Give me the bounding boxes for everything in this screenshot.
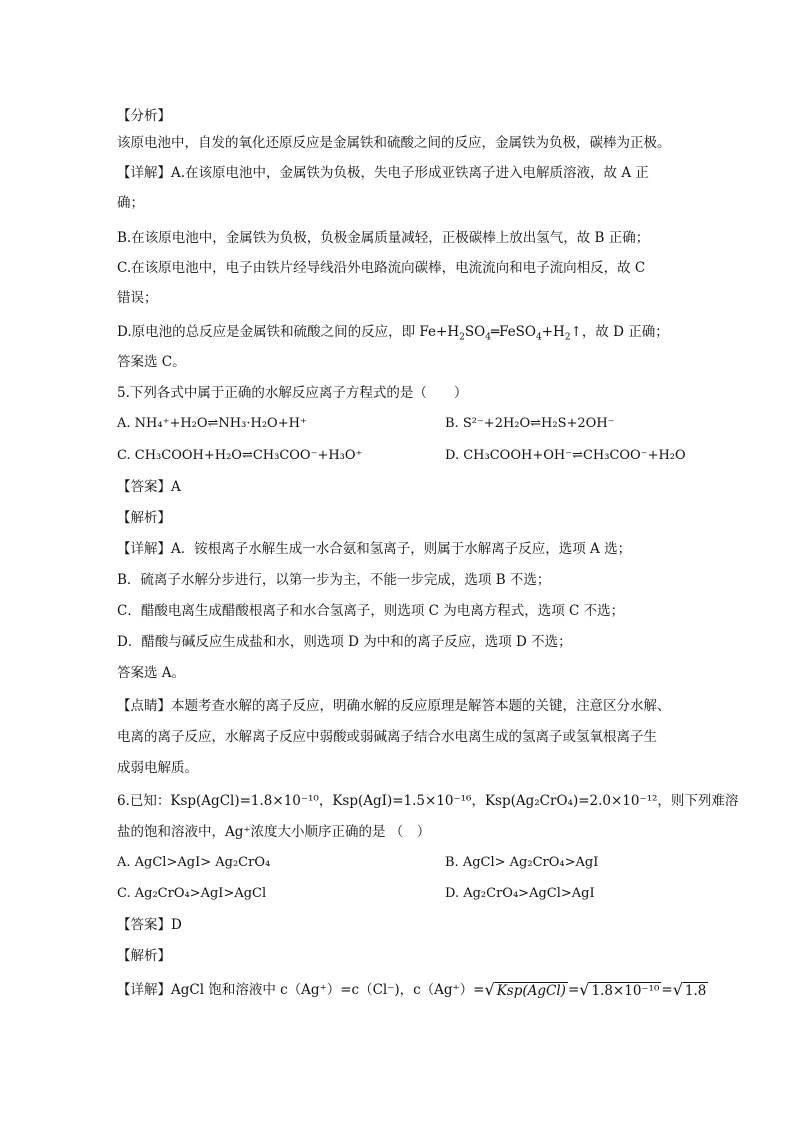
q5-comment-line2	[117, 727, 677, 747]
q5-parse-heading	[117, 508, 677, 528]
sqrt-ksp-agcl: √ Ksp(AgCl)	[484, 980, 566, 999]
comment-tag: 【点睛】	[117, 698, 171, 714]
q6-stem-line1	[117, 791, 739, 811]
q5-stem	[117, 383, 677, 403]
q5-option-a	[117, 414, 307, 434]
sqrt-final-content: 1.8	[684, 983, 707, 999]
q6-option-a	[117, 853, 270, 873]
q5-detail-a-text: A．铵根离子水解生成一水合氨和氢离子，则属于水解离子反应，选项 A 选；	[171, 541, 632, 557]
q5-option-b	[445, 414, 615, 434]
q4-detail-b-text: B.在该原电池中，金属铁为负极，负极金属质量减轻，正极碳棒上放出氢气，故 B 正确；	[117, 230, 650, 246]
q5-answer-line	[117, 663, 677, 683]
q4-detail-b-line	[117, 228, 677, 248]
answer-tag: 【答案】	[117, 479, 171, 495]
q4-answer-line	[117, 352, 677, 372]
sqrt-numeric-content: 1.8×10⁻¹⁰	[591, 983, 660, 999]
q5-detail-d-text: D．醋酸与碱反应生成盐和水，则选项 D 为中和的离子反应，选项 D 不选；	[117, 634, 572, 650]
q6-option-b	[445, 853, 598, 873]
q6-option-b-text: B. AgCl> Ag₂CrO₄>AgI	[445, 855, 599, 870]
q4-detail-c-line1	[117, 258, 677, 278]
q5-option-b-text: B. S²⁻+2H₂O⇌H₂S+2OH⁻	[445, 416, 615, 431]
q6-option-d	[445, 884, 595, 904]
q5-answer-line-text: 答案选 A。	[117, 665, 186, 681]
q5-detail-c-text: C．醋酸电离生成醋酸根离子和水合氢离子，则选项 C 为电离方程式，选项 C 不选；	[117, 603, 625, 619]
q6-answer	[117, 915, 677, 935]
q4-detail-d-post: ，故 D 正确；	[581, 324, 669, 340]
q4-detail-a-line2	[117, 193, 677, 213]
q6-parse-heading	[117, 946, 677, 966]
q5-comment-line1	[117, 696, 677, 716]
q5-detail-b-line	[117, 570, 677, 590]
q6-option-d-text: D. Ag₂CrO₄>AgCl>AgI	[445, 886, 595, 901]
q4-detail-a-text2: 确；	[117, 195, 144, 211]
q6-detail-line: 【详解】AgCl 饱和溶液中 c（Ag⁺）=c（Cl⁻)，c（Ag⁺）=√ Ksp(AgCl) =√ 1.8×10⁻¹⁰ =√ 1.8	[117, 980, 707, 999]
analysis-text-content: 该原电池中，自发的氧化还原反应是金属铁和硫酸之间的反应，金属铁为负极，碳棒为正极。	[117, 135, 671, 151]
q5-option-d	[445, 446, 686, 466]
q6-option-a-text: A. AgCl>AgI> Ag₂CrO₄	[117, 855, 271, 870]
q6-answer-tag: 【答案】	[117, 917, 171, 933]
analysis-tag: 【分析】	[117, 108, 171, 124]
q5-comment-line3	[117, 758, 677, 778]
q4-detail-d-pre: D.原电池的总反应是金属铁和硫酸之间的反应，即 Fe+H	[117, 324, 460, 340]
parse-tag: 【解析】	[117, 510, 171, 526]
q4-detail-d-line: D.原电池的总反应是金属铁和硫酸之间的反应，即 $Fe+H_2SO_4═FeSO_4+H_2↑$，故 D 正确；	[117, 324, 669, 343]
q6-answer-value: D	[171, 917, 182, 933]
q6-detail-tag: 【详解】	[117, 982, 171, 998]
q5-answer	[117, 477, 677, 497]
q4-detail-c-text2: 错误；	[117, 290, 158, 306]
q5-comment-text1: 本题考查水解的离子反应，明确水解的反应原理是解答本题的关键，注意区分水解、	[171, 698, 671, 714]
q6-detail-pre: AgCl 饱和溶液中 c（Ag⁺）=c（Cl⁻)，c（Ag⁺）=	[171, 982, 485, 998]
q4-detail-a-line1	[117, 163, 677, 183]
analysis-text	[117, 133, 677, 153]
q5-detail-d-line	[117, 632, 677, 652]
q5-stem-text: 5.下列各式中属于正确的水解反应离子方程式的是（ ）	[117, 385, 468, 401]
q5-comment-text2: 电离的离子反应，水解离子反应中弱酸或弱碱离子结合水电离生成的氢离子或氢氧根离子生	[117, 729, 657, 745]
detail-tag: 【详解】	[117, 165, 171, 181]
q5-option-c-text: C. CH₃COOH+H₂O⇌CH₃COO⁻+H₃O⁺	[117, 448, 363, 463]
q4-detail-a-text1: A.在该原电池中，金属铁为负极，失电子形成亚铁离子进入电解质溶液，故 A 正	[171, 165, 649, 181]
q6-stem-line2	[117, 822, 677, 842]
q5-comment-text3: 成弱电解质。	[117, 760, 198, 776]
sqrt-numeric: √ 1.8×10⁻¹⁰	[579, 980, 660, 999]
q5-option-a-text: A. NH₄⁺+H₂O⇌NH₃·H₂O+H⁺	[117, 416, 307, 431]
q5-option-d-text: D. CH₃COOH+OH⁻⇌CH₃COO⁻+H₂O	[445, 448, 686, 463]
q4-answer-text: 答案选 C。	[117, 354, 186, 370]
q6-option-c-text: C. Ag₂CrO₄>AgI>AgCl	[117, 886, 267, 901]
sqrt-ksp-agcl-content: Ksp(AgCl)	[496, 983, 566, 999]
q6-stem-text2: 盐的饱和溶液中，Ag⁺浓度大小顺序正确的是 （ ）	[117, 824, 431, 840]
q6-parse-tag: 【解析】	[117, 948, 171, 964]
q6-option-c	[117, 884, 266, 904]
q5-detail-b-text: B．硫离子水解分步进行，以第一步为主，不能一步完成，选项 B 不选；	[117, 572, 551, 588]
q5-detail-c-line	[117, 601, 677, 621]
q4-detail-c-line2	[117, 288, 677, 308]
q5-detail-a-line	[117, 539, 677, 559]
sqrt-final: √ 1.8	[672, 980, 707, 999]
q6-stem-text1: 6.已知：Ksp(AgCl)=1.8×10⁻¹⁰，Ksp(AgI)=1.5×10⁻¹⁶，Ksp(Ag₂CrO₄)=2.0×10⁻¹²，则下列难溶	[117, 793, 739, 809]
q5-answer-value: A	[171, 479, 181, 495]
q5-option-c	[117, 446, 362, 466]
q5-detail-tag: 【详解】	[117, 541, 171, 557]
analysis-heading	[117, 106, 677, 126]
q4-detail-c-text1: C.在该原电池中，电子由铁片经导线沿外电路流向碳棒，电流流向和电子流向相反，故 C	[117, 260, 646, 276]
